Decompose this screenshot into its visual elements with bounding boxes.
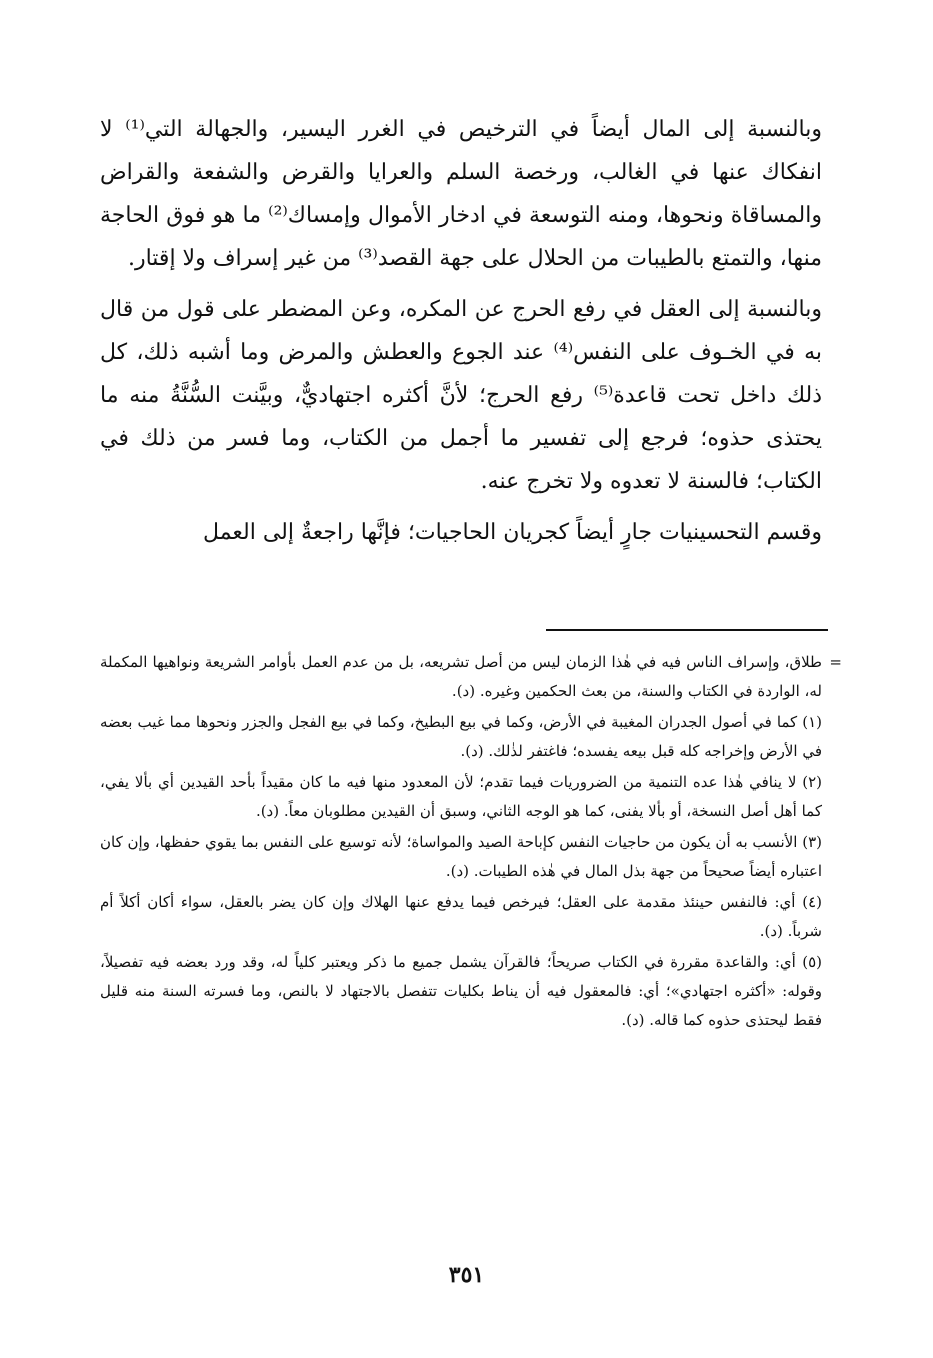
page-number: ٣٥١	[448, 1262, 485, 1288]
footnote-4: (٤) أي: فالنفس حينئذ مقدمة على العقل؛ فيرخص فيما يدفع عنها الهلاك وإن كان يضر بالعقل، سواء أكان أكلاً أم شرباً. (د).	[100, 893, 822, 940]
footnote-2: (٢) لا ينافي هٰذا عده التنمية من الضروريات فيما تقدم؛ لأن المعدود منها فيه ما كان مقيداً بأحد القيدين أي بألا يفي، كما أهل أصل النسخة، أو بألا يفنى، كما هو الوجه الثاني، وسبق أن القيدين مطلوبان معاً. (د).	[100, 773, 822, 820]
footnotes	[100, 648, 842, 1037]
paragraph-tahsiniyat: وقسم التحسينيات جارٍ أيضاً كجريان الحاجيات؛ فإنَّها راجعةٌ إلى العمل	[203, 520, 822, 545]
footnote-1: (١) كما في أصول الجدران المغيبة في الأرض، وكما في بيع البطيخ، وكما في بيع الفجل والجزر ونحوها مما غيب بعضه في الأرض وإخراجه كله قبل بيعه يفسده؛ فاغتفر لذٰلك. (د).	[100, 713, 822, 760]
footnote-5: (٥) أي: والقاعدة مقررة في الكتاب صريحاً؛ فالقرآن يشمل جميع ما ذكر ويعتبر كلياً له، وقد ورد بعضه فيه تفصيلاً، وقوله: «أكثره اجتهادي»؛ أي: فالمعقول فيه أن يناط بكليات تتفصل بالاجتهاد لا بالنص، وما فسرته السنة منه قليل فقط ليحتذى حذوه كما قاله. (د).	[100, 953, 822, 1029]
continuation-mark: =	[829, 653, 842, 671]
footnote-3: (٣) الأنسب به أن يكون من حاجيات النفس كإباحة الصيد والمواساة؛ لأنه توسيع على النفس بما يقوي حفظها، وإن كان اعتباره أيضاً صحيحاً من جهة بذل المال في هٰذه الطيبات. (د).	[100, 833, 822, 880]
paragraph-intellect: وبالنسبة إلى العقل في رفع الحرج عن المكره، وعن المضطر على قول من قال به في الخـوف على النفس⁽⁴⁾ عند الجوع والعطش والمرض وما أشبه ذلك، كل ذلك داخل تحت قاعدة⁽⁵⁾ رفع الحرج؛ لأنَّ أكثره اجتهاديٌّ، وبيَّنت السُّنَّةُ منه ما يحتذى حذوه؛ فرجع إلى تفسير ما أجمل من الكتاب، وما فسر من ذلك في الكتاب؛ فالسنة لا تعدوه ولا تخرج عنه.	[100, 297, 822, 494]
main-text	[100, 108, 822, 562]
footnote-continuation-text: طلاق، وإسراف الناس فيه في هٰذا الزمان ليس من أصل تشريعه، بل من عدم العمل بأوامر الشريعة ونواهيها المكملة له، الواردة في الكتاب والسنة، من بعث الحكمين وغيره. (د).	[100, 653, 822, 700]
paragraph-wealth: وبالنسبة إلى المال أيضاً في الترخيص في الغرر اليسير، والجهالة التي⁽¹⁾ لا انفكاك عنها في الغالب، ورخصة السلم والعرايا والقرض والشفعة والقراض والمساقاة ونحوها، ومنه التوسعة في ادخار الأموال وإمساك⁽²⁾ ما هو فوق الحاجة منها، والتمتع بالطيبات من الحلال على جهة القصد⁽³⁾ من غير إسراف ولا إقتار.	[100, 117, 822, 271]
footnote-separator	[546, 629, 828, 631]
footnote-continuation	[100, 648, 842, 706]
